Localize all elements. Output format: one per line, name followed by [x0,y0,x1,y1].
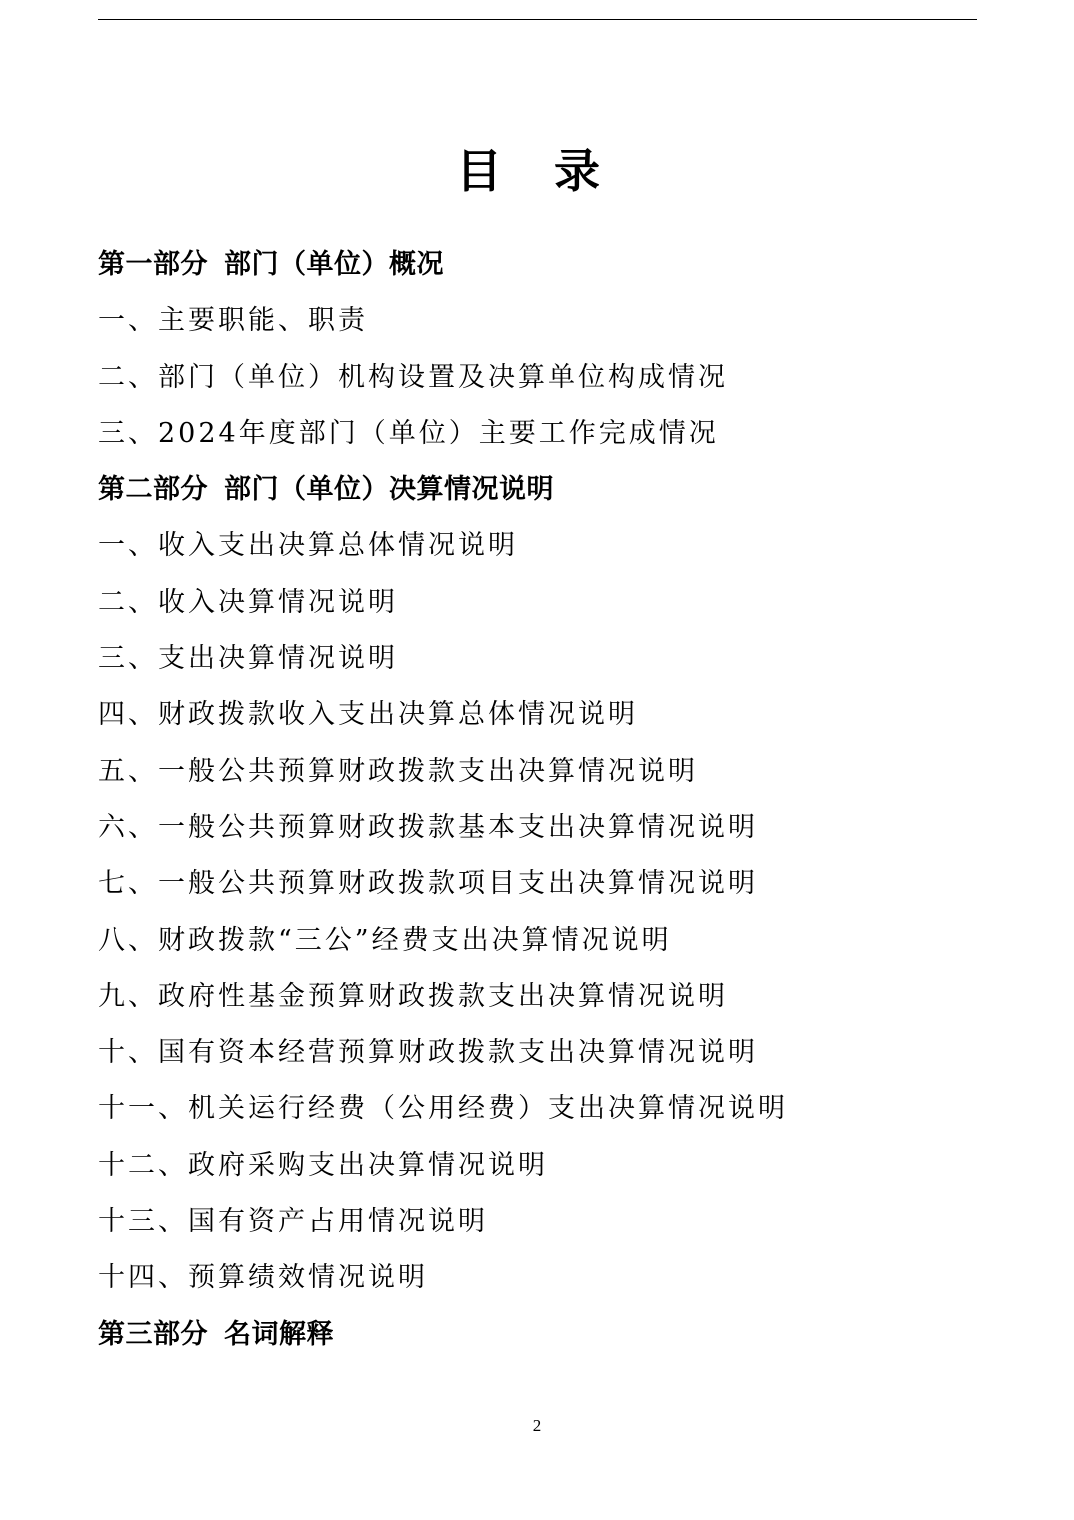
toc-item: 十、国有资本经营预算财政拨款支出决算情况说明 [98,1037,758,1069]
toc-part-3 [98,1307,978,1363]
toc-part-1 [98,237,978,293]
toc-item: 十一、机关运行经费（公用经费）支出决算情况说明 [98,1093,788,1125]
toc-item: 四、财政拨款收入支出决算总体情况说明 [98,699,638,731]
toc-item: 十四、预算绩效情况说明 [98,1262,428,1294]
toc-part-label: 第二部分 [98,474,208,506]
toc-item: 二、收入决算情况说明 [98,586,398,618]
toc-part-text: 名词解释 [224,1318,334,1350]
toc-part-2 [98,462,978,518]
toc-title: 目 录 [455,144,618,198]
toc-item: 一、主要职能、职责 [98,305,368,337]
toc-item: 三、支出决算情况说明 [98,643,398,675]
toc-part-label: 第三部分 [98,1318,208,1350]
header-rule [98,19,977,20]
page-number: 2 [532,1416,542,1435]
toc-item: 九、政府性基金预算财政拨款支出决算情况说明 [98,980,728,1012]
toc-item: 一、收入支出决算总体情况说明 [98,530,518,562]
toc-item: 六、一般公共预算财政拨款基本支出决算情况说明 [98,811,758,843]
toc-item: 八、财政拨款“三公”经费支出决算情况说明 [98,924,672,956]
toc-part-text: 部门（单位）决算情况说明 [224,474,554,506]
toc-item: 二、部门（单位）机构设置及决算单位构成情况 [98,361,728,393]
toc-item: 十二、政府采购支出决算情况说明 [98,1149,548,1181]
table-of-contents [98,237,978,1363]
toc-item: 十三、国有资产占用情况说明 [98,1206,488,1238]
toc-item: 五、一般公共预算财政拨款支出决算情况说明 [98,755,698,787]
toc-part-text: 部门（单位）概况 [224,249,444,280]
toc-part-label: 第一部分 [98,249,208,280]
toc-item: 三、2024年度部门（单位）主要工作完成情况 [98,417,719,449]
toc-item: 七、一般公共预算财政拨款项目支出决算情况说明 [98,868,758,900]
